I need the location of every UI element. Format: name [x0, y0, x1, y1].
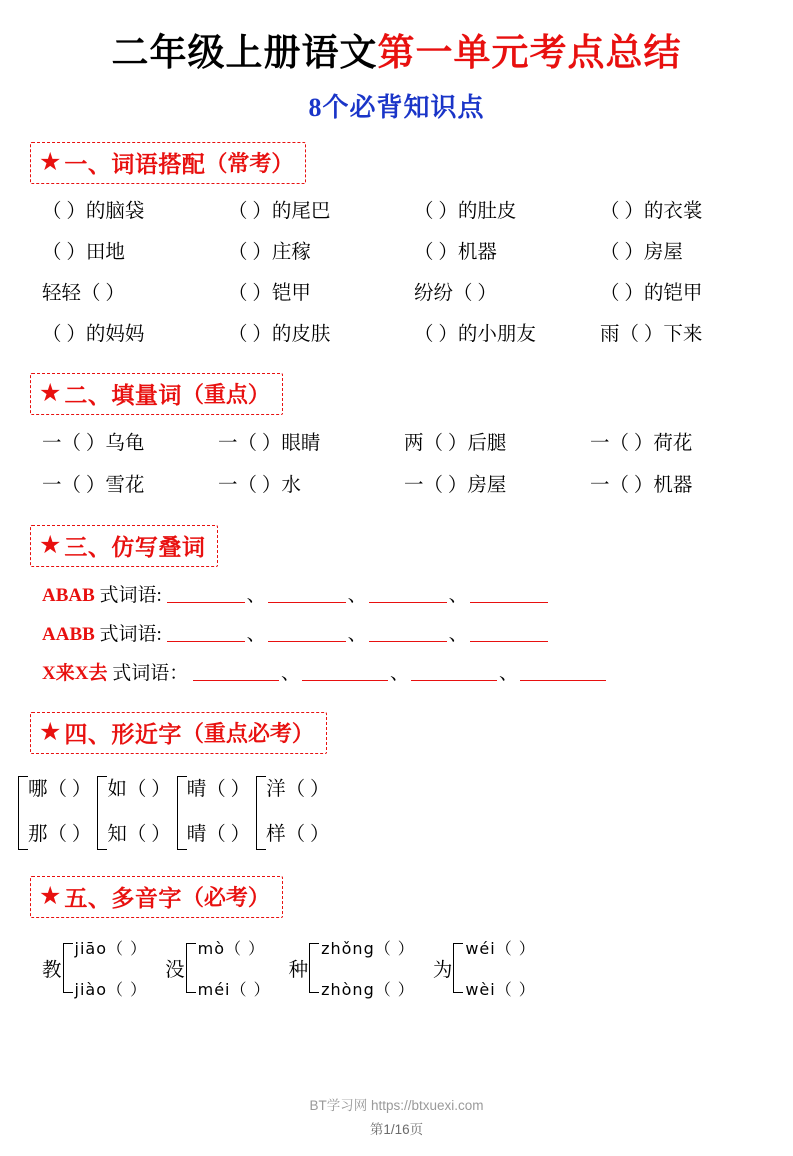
page-title [0, 34, 793, 75]
cell: （ ）的衣裳 [600, 200, 703, 222]
reading: wéi（ ） [465, 938, 536, 958]
abab-label: ABAB [42, 585, 95, 607]
star-icon: ★ [39, 719, 62, 747]
section-1-header [30, 142, 306, 184]
cell: （ ）的脑袋 [42, 200, 145, 222]
section-3-header [30, 525, 218, 567]
reading: jiāo（ ） [74, 938, 148, 958]
section-4-title: 四、形近字 [64, 722, 182, 748]
cell: 一（ ）眼睛 [218, 433, 321, 455]
answer-blank[interactable] [268, 585, 346, 603]
section-4-note: （重点必考） [181, 721, 314, 747]
cell: 一（ ）雪花 [42, 475, 145, 497]
answer-blank[interactable] [167, 585, 245, 603]
watermark: BT学习网 https://btxuexi.com [309, 1098, 484, 1113]
section-2 [0, 373, 793, 507]
cell: 两（ ）后腿 [404, 433, 507, 455]
cell: （ ）房屋 [600, 241, 683, 263]
polyphone-group [165, 936, 270, 1000]
cell: （ ）的皮肤 [228, 323, 331, 345]
xlaixqu-cn: 式词语： [112, 663, 189, 685]
polyphone-char: 没 [165, 959, 185, 981]
reading: wèi（ ） [465, 979, 536, 999]
cell: 雨（ ）下来 [600, 323, 703, 345]
answer-blank[interactable] [268, 624, 346, 642]
brace-icon [63, 943, 73, 993]
cell: 一（ ）荷花 [590, 433, 693, 455]
cell: （ ）铠甲 [228, 282, 311, 304]
xingjinzi-group [18, 768, 91, 858]
reading: jiào（ ） [74, 979, 148, 999]
cell: 轻轻（ ） [42, 282, 125, 304]
answer-blank[interactable] [167, 624, 245, 642]
xingjinzi-group [177, 768, 250, 858]
star-icon: ★ [39, 882, 62, 910]
section-5-polyphones [0, 936, 793, 1000]
star-icon: ★ [39, 380, 62, 408]
aabb-cn: 式词语: [99, 624, 162, 646]
section-2-title: 二、填量词 [64, 383, 182, 409]
star-icon: ★ [39, 148, 62, 176]
section-4 [0, 712, 793, 858]
section-1-grid [0, 192, 793, 356]
section-2-header [30, 373, 283, 415]
polyphone-char: 教 [42, 959, 62, 981]
page-subtitle: 8个必背知识点 [308, 92, 485, 122]
cell: 一（ ）房屋 [404, 475, 507, 497]
answer-blank[interactable] [520, 663, 606, 681]
cell: （ ）的铠甲 [600, 282, 703, 304]
answer-blank[interactable] [470, 624, 548, 642]
brace-icon [186, 943, 196, 993]
group-item: 样（ ） [266, 823, 330, 845]
section-5-title: 五、多音字 [64, 885, 182, 911]
polyphone-char: 为 [432, 959, 453, 981]
answer-blank[interactable] [193, 663, 279, 681]
section-1-note: （常考） [205, 150, 294, 176]
document-page [0, 34, 793, 1156]
cell: 一（ ）机器 [590, 475, 693, 497]
page-number: 第1/16页 [369, 1122, 424, 1137]
section-5 [0, 876, 793, 1000]
cell: （ ）的肚皮 [414, 200, 517, 222]
group-item: 那（ ） [28, 823, 92, 845]
aabb-line: AABB 式词语: 、 、 、 [42, 616, 793, 655]
answer-blank[interactable] [369, 624, 447, 642]
star-icon: ★ [39, 532, 62, 560]
answer-blank[interactable] [369, 585, 447, 603]
abab-line: ABAB 式词语: 、 、 、 [42, 577, 793, 616]
group-item: 如（ ） [107, 779, 171, 801]
polyphone-char: 种 [288, 959, 309, 981]
xlaixqu-line: X来X去 式词语： 、 、 、 [42, 655, 793, 694]
section-5-note: （必考） [181, 884, 270, 910]
section-3 [0, 525, 793, 694]
polyphone-group [433, 936, 536, 1000]
cell: 一（ ）乌龟 [42, 433, 145, 455]
title-black-part: 二年级上册语文 [111, 33, 378, 74]
group-item: 知（ ） [107, 823, 171, 845]
answer-blank[interactable] [470, 585, 548, 603]
brace-icon [453, 943, 463, 993]
group-item: 晴（ ） [186, 779, 251, 801]
answer-blank[interactable] [411, 663, 497, 681]
section-1 [0, 142, 793, 356]
section-3-lines [0, 577, 793, 694]
xingjinzi-group [97, 768, 170, 858]
cell: （ ）田地 [42, 241, 125, 263]
section-2-note: （重点） [181, 382, 270, 408]
reading: mò（ ） [197, 938, 266, 958]
cell: （ ）的尾巴 [228, 200, 331, 222]
cell: （ ）的妈妈 [42, 323, 145, 345]
section-1-title: 一、词语搭配 [64, 151, 206, 177]
cell: （ ）的小朋友 [414, 323, 536, 345]
reading: zhǒng（ ） [321, 938, 415, 958]
xingjinzi-group [256, 768, 329, 858]
reading: méi（ ） [197, 979, 271, 999]
brace-icon [177, 776, 187, 850]
brace-icon [256, 776, 266, 850]
cell: 纷纷（ ） [414, 282, 497, 304]
answer-blank[interactable] [302, 663, 388, 681]
group-item: 晴（ ） [186, 823, 251, 845]
polyphone-group [289, 936, 415, 1000]
section-5-header [30, 876, 283, 918]
cell: 一（ ）水 [218, 475, 301, 497]
reading: zhòng（ ） [321, 979, 415, 999]
aabb-label: AABB [42, 624, 95, 646]
brace-icon [309, 943, 319, 993]
brace-icon [97, 776, 107, 850]
section-4-header [30, 712, 327, 754]
section-3-title: 三、仿写叠词 [64, 535, 206, 561]
group-item: 哪（ ） [28, 779, 92, 801]
abab-cn: 式词语: [99, 585, 162, 607]
xlaixqu-label: X来X去 [42, 663, 108, 685]
polyphone-group [42, 936, 147, 1000]
section-4-groups [0, 768, 793, 858]
title-red-part: 第一单元考点总结 [377, 33, 682, 74]
group-item: 洋（ ） [266, 779, 330, 801]
brace-icon [18, 776, 28, 850]
section-2-grid [0, 423, 793, 507]
cell: （ ）庄稼 [228, 241, 311, 263]
cell: （ ）机器 [414, 241, 497, 263]
